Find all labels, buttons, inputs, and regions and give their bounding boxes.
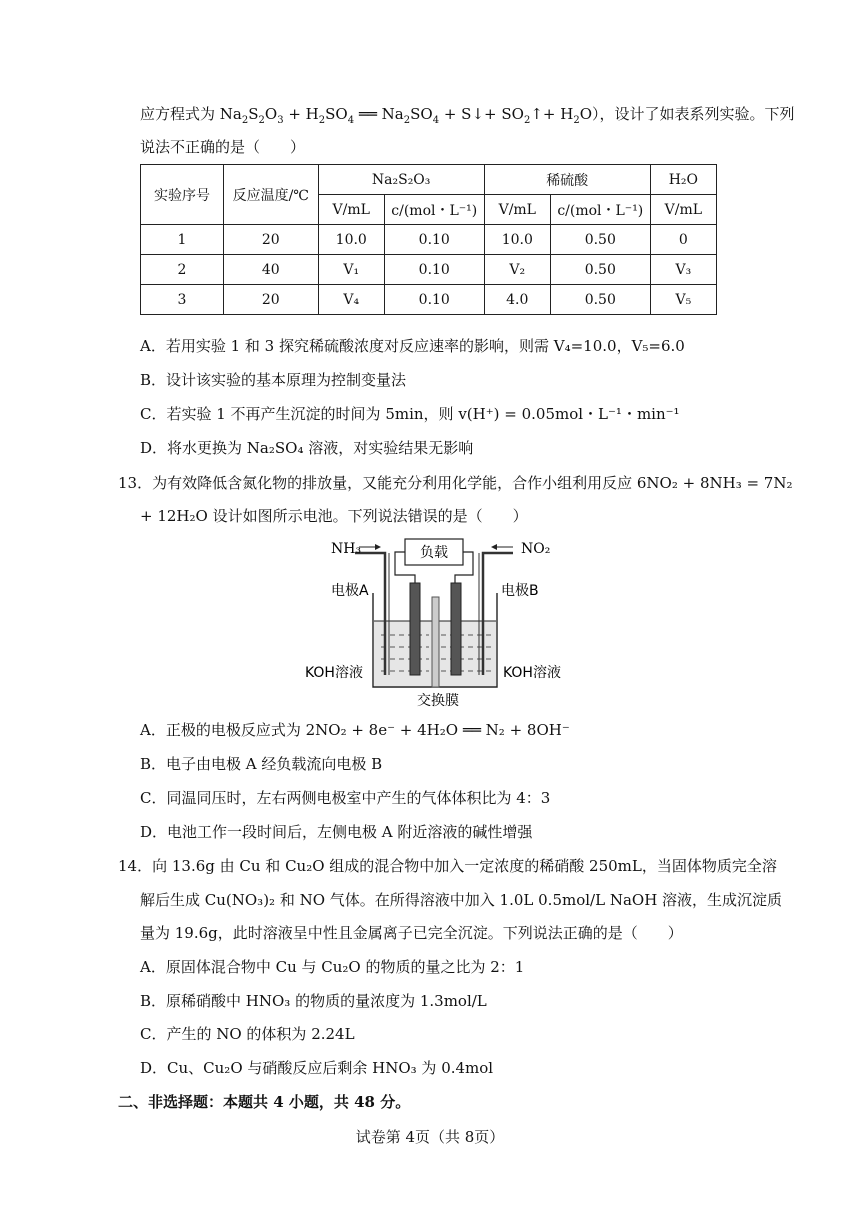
cell: 20: [223, 225, 318, 255]
subheader-vml: V/mL: [650, 195, 716, 225]
subheader-conc: c/(mol・L⁻¹): [550, 195, 650, 225]
q14-option-d: D．Cu、Cu₂O 与硝酸反应后剩余 HNO₃ 为 0.4mol: [140, 1059, 494, 1077]
cell: 0.10: [384, 255, 484, 285]
header-water: H₂O: [650, 165, 716, 195]
cell: 10.0: [318, 225, 384, 255]
q14-option-a: A．原固体混合物中 Cu 与 Cu₂O 的物质的量之比为 2：1: [140, 958, 525, 976]
nh3-label: NH₃: [331, 541, 362, 557]
q14-stem-line3: 量为 19.6g，此时溶液呈中性且金属离子已完全沉淀。下列说法正确的是（ ）: [140, 924, 683, 942]
cell: 40: [223, 255, 318, 285]
page-footer: 试卷第 4页（共 8页）: [355, 1128, 505, 1146]
q13-stem-line1: 13．为有效降低含氮化物的排放量，又能充分利用化学能，合作小组利用反应 6NO₂ + 8NH₃ = 7N₂: [118, 474, 793, 492]
cell: 0.50: [550, 225, 650, 255]
cell: V₃: [650, 255, 716, 285]
cell: 0.10: [384, 225, 484, 255]
q13-option-d: D．电池工作一段时间后，左侧电极 A 附近溶液的碱性增强: [140, 823, 533, 841]
arrow-right-icon: [375, 544, 381, 550]
q12-stem-line2: 说法不正确的是（ ）: [140, 138, 306, 156]
arrow-left-icon: [491, 544, 497, 550]
cell: V₄: [318, 285, 384, 315]
electrode-a-label: 电极A: [331, 583, 369, 599]
cell: V₅: [650, 285, 716, 315]
cell: 4.0: [484, 285, 550, 315]
cell: 3: [141, 285, 224, 315]
header-temp: 反应温度/℃: [223, 165, 318, 225]
membrane: [432, 597, 439, 687]
q12-stem-line1: 应方程式为 $Na_2S_2O_3 + H_2SO_4$ ══ $Na_2SO_4$ + S↓+ $SO_2↑+ H_2O$），设计了如表系列实验。下列: [140, 105, 795, 126]
q14-option-c: C．产生的 NO 的体积为 2.24L: [140, 1025, 355, 1043]
electrode-b-label: 电极B: [501, 583, 539, 599]
q12-option-a: A．若用实验 1 和 3 探究稀硫酸浓度对反应速率的影响，则需 V₄=10.0，V₅=6.0: [140, 337, 685, 355]
header-na2s2o3: Na₂S₂O₃: [318, 165, 484, 195]
cell: 2: [141, 255, 224, 285]
q12-option-d: D．将水更换为 Na₂SO₄ 溶液，对实验结果无影响: [140, 439, 474, 457]
subheader-vml: V/mL: [484, 195, 550, 225]
koh-left-label: KOH溶液: [305, 665, 363, 681]
header-seq: 实验序号: [141, 165, 224, 225]
cell: 0.50: [550, 285, 650, 315]
cell: V₂: [484, 255, 550, 285]
subheader-vml: V/mL: [318, 195, 384, 225]
table-row: [141, 225, 717, 255]
electrode-b: [451, 583, 461, 675]
header-acid: 稀硫酸: [484, 165, 650, 195]
cell: 0.50: [550, 255, 650, 285]
koh-right-label: KOH溶液: [503, 665, 561, 681]
battery-diagram: [305, 535, 585, 713]
cell: V₁: [318, 255, 384, 285]
q13-option-a: A．正极的电极反应式为 2NO₂ + 8e⁻ + 4H₂O ══ N₂ + 8OH⁻: [140, 721, 570, 739]
section-heading: 二、非选择题：本题共 4 小题，共 48 分。: [118, 1093, 411, 1111]
cell: 0: [650, 225, 716, 255]
cell: 0.10: [384, 285, 484, 315]
q12-option-b: B．设计该实验的基本原理为控制变量法: [140, 371, 407, 389]
no2-label: NO₂: [521, 541, 551, 557]
q12-option-c: C．若实验 1 不再产生沉淀的时间为 5min，则 v(H⁺) = 0.05mol・L⁻¹・min⁻¹: [140, 405, 680, 423]
cell: 20: [223, 285, 318, 315]
experiment-table: [140, 164, 717, 315]
load-label: 负载: [420, 545, 448, 561]
q14-stem-line1: 14．向 13.6g 由 Cu 和 Cu₂O 组成的混合物中加入一定浓度的稀硝酸 250mL，当固体物质完全溶: [118, 857, 777, 875]
q13-stem-line2: + 12H₂O 设计如图所示电池。下列说法错误的是（ ）: [140, 507, 528, 525]
q14-option-b: B．原稀硝酸中 HNO₃ 的物质的量浓度为 1.3mol/L: [140, 992, 487, 1010]
membrane-label: 交换膜: [417, 693, 459, 709]
cell: 10.0: [484, 225, 550, 255]
cell: 1: [141, 225, 224, 255]
table-row: [141, 255, 717, 285]
q13-option-b: B．电子由电极 A 经负载流向电极 B: [140, 755, 383, 773]
q13-option-c: C．同温同压时，左右两侧电极室中产生的气体体积比为 4：3: [140, 789, 551, 807]
subheader-conc: c/(mol・L⁻¹): [384, 195, 484, 225]
electrode-a: [410, 583, 420, 675]
q14-stem-line2: 解后生成 Cu(NO₃)₂ 和 NO 气体。在所得溶液中加入 1.0L 0.5mol/L NaOH 溶液，生成沉淀质: [140, 891, 783, 909]
table-row: [141, 285, 717, 315]
